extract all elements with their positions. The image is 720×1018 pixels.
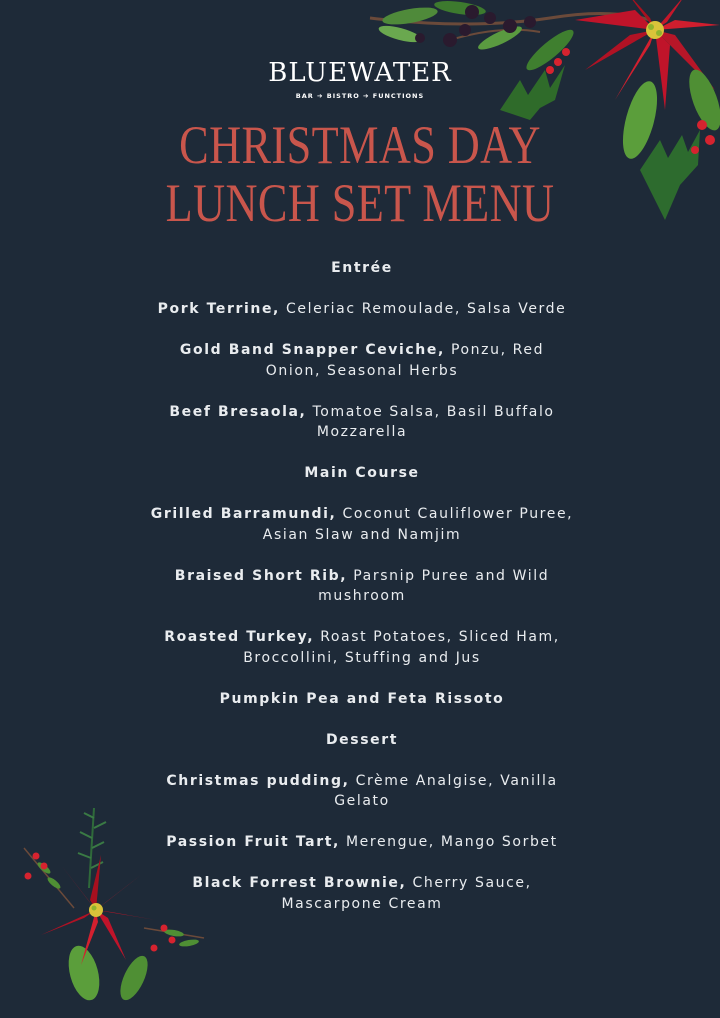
menu-item bbox=[150, 402, 574, 443]
logo-name: BLUEWATER bbox=[268, 58, 452, 88]
menu-item bbox=[150, 299, 574, 320]
page-title bbox=[65, 116, 655, 232]
title-line-2: LUNCH SET MENU bbox=[165, 173, 555, 233]
menu-item bbox=[150, 566, 574, 607]
menu-item-name: Roasted Turkey, bbox=[164, 629, 315, 645]
menu-item-name: Pumpkin Pea and Feta Rissoto bbox=[219, 690, 505, 707]
menu-item-name: Grilled Barramundi, bbox=[150, 506, 337, 522]
menu-item bbox=[150, 340, 574, 381]
logo-tagline: BAR ➔ BISTRO ➔ FUNCTIONS bbox=[295, 92, 425, 100]
menu-item-name: Gold Band Snapper Ceviche, bbox=[179, 342, 445, 358]
menu-item-desc: Cherry Sauce, Mascarpone Cream bbox=[281, 875, 532, 912]
menu-item bbox=[150, 832, 574, 853]
menu-item bbox=[150, 873, 574, 914]
menu-item-desc: Parsnip Puree and Wild mushroom bbox=[318, 567, 550, 604]
menu-item-desc: Roast Potatoes, Sliced Ham, Broccollini, Stuffing and Jus bbox=[243, 629, 560, 666]
menu-item-desc: Coconut Cauliflower Puree, Asian Slaw and Namjim bbox=[262, 506, 574, 543]
menu-item-desc: Crème Analgise, Vanilla Gelato bbox=[334, 772, 558, 809]
brand-logo bbox=[0, 58, 720, 100]
section-heading-dessert: Dessert bbox=[325, 731, 399, 748]
menu-item-desc: Ponzu, Red Onion, Seasonal Herbs bbox=[265, 342, 545, 379]
menu-item bbox=[150, 689, 574, 710]
menu-item-desc: Merengue, Mango Sorbet bbox=[346, 834, 558, 850]
menu-item bbox=[150, 627, 574, 668]
menu-item-name: Beef Bresaola, bbox=[169, 403, 307, 420]
title-line-1: CHRISTMAS DAY bbox=[179, 115, 541, 175]
menu-item-name: Pork Terrine, bbox=[157, 301, 280, 317]
menu-item bbox=[150, 504, 574, 545]
section-heading-entree: Entrée bbox=[331, 260, 393, 276]
menu-item-desc: Tomatoe Salsa, Basil Buffalo Mozzarella bbox=[312, 403, 555, 440]
menu-item-name: Passion Fruit Tart, bbox=[166, 834, 340, 850]
menu-item bbox=[150, 771, 574, 812]
menu-item-name: Braised Short Rib, bbox=[174, 567, 348, 584]
menu-item-name: Black Forrest Brownie, bbox=[192, 875, 407, 891]
menu-item-desc: Celeriac Remoulade, Salsa Verde bbox=[286, 301, 567, 317]
section-heading-main: Main Course bbox=[304, 465, 420, 481]
menu-item-name: Christmas pudding, bbox=[166, 772, 350, 789]
menu-list bbox=[150, 258, 574, 935]
